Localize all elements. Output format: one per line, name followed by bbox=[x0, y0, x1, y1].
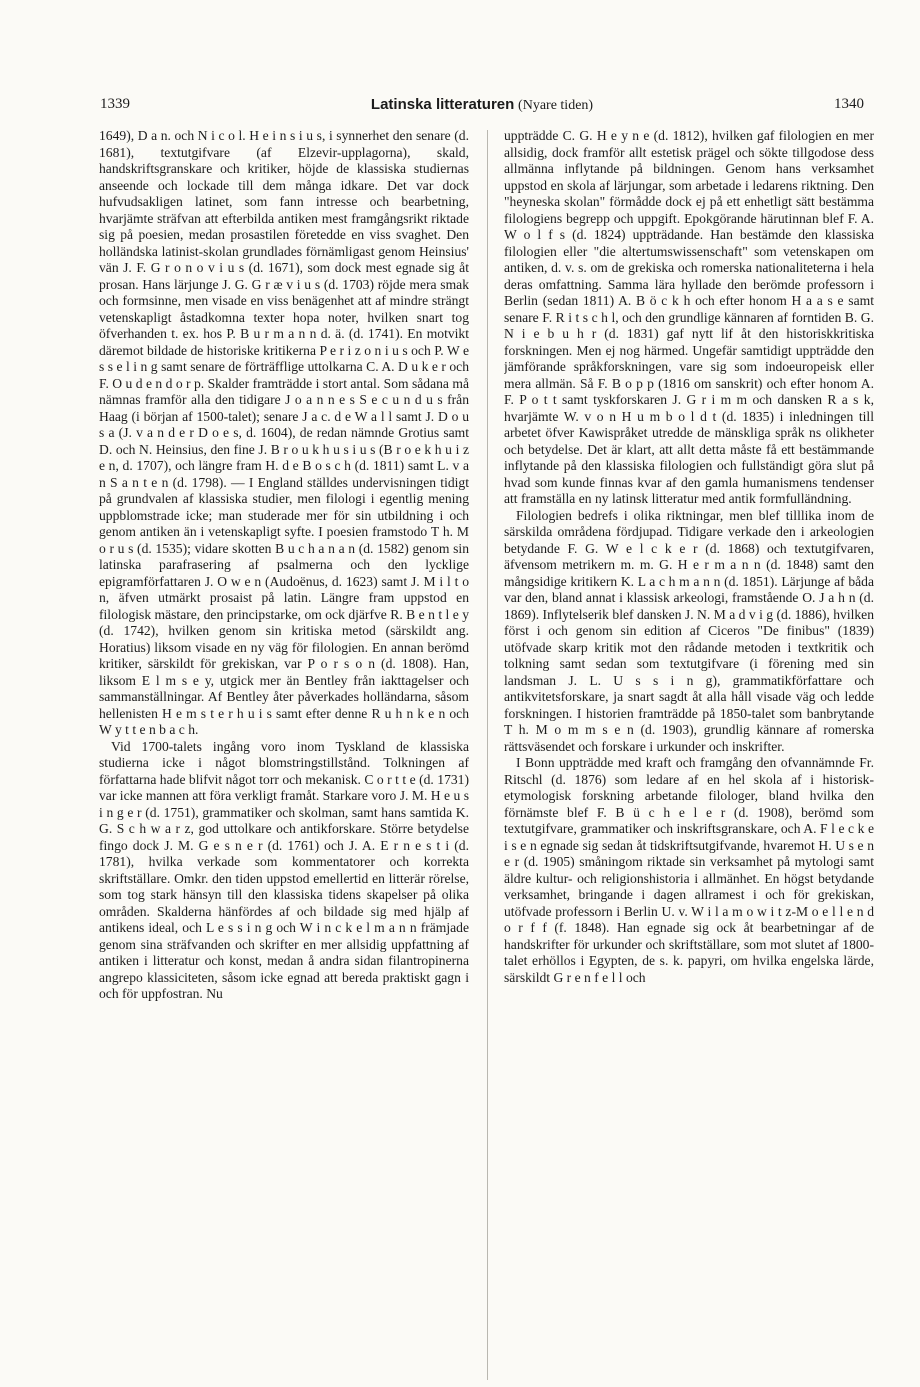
page-number-right: 1340 bbox=[834, 96, 864, 112]
paragraph: uppträdde C. G. H e y n e (d. 1812), hvilken gaf filologien en mer allsidig, dock framför allt estetisk prägel och sökte tillgodose dess allmänna inflytande på bildningen. Genom hans verksamhet uppstod en skola af lärjungar, som arbetade i ledarens riktning. Den "heyneska skolan" förmådde dock ej på ett enhetligt sätt bestämma filologiens begrepp och uppgift. Epokgörande härutinnan blef F. A. W o l f s (d. 1824) uppträdande. Han bestämde den klassiska filologien eller "die altertumswissenschaft" som vetenskapen om antiken, d. v. s. om de grekiska och romerska nationaliteterna i hela deras omfattning. Samma lära hyllade den berömde professorn i Berlin (sedan 1811) A. B ö c k h och efter honom H a a s e samt senare F. R i t s c h l, och den grundlige kännaren af forntiden B. G. N i e b u h r (d. 1831) gaf nytt lif åt den historiskkritiska forskningen. Men ej nog härmed. Ungefär samtidigt uppträdde den jämförande språkforskningen, vare sig som indoeuropeisk eller mera allmän. Så F. B o p p (1816 om sanskrit) och efter honom A. F. P o t t samt tyskforskaren J. G r i m m och dansken R a s k, hvarjämte W. v o n H u m b o l d t (d. 1835) i inledningen till arbetet öfver Kawispråket utredde de mänskliga språk ns olikheter och betydelse. Det är klart, att allt detta måste få ett bestämmande inflytande på den klassiska filologien och fullständigt göra slut på hvad som kunde finnas kvar af den gamla humanismens tendenser att framställa en ny latinsk litteratur med antik formfulländning. bbox=[504, 128, 874, 506]
paragraph: Filologien bedrefs i olika riktningar, men blef tilllika inom de särskilda områdena fördjupad. Tidigare verkade den i arkeologien betydande F. G. W e l c k e r (d. 1868) och textutgifvaren, äfvensom metrikern m. m. G. H e r m a n n (d. 1848) samt den mångsidige kritikern K. L a c h m a n n (d. 1851). Lärjunge af båda var den, bland annat i klassisk arkeologi, framstående O. J a h n (d. 1869). Inflytelserik blef dansken J. N. M a d v i g (d. 1886), hvilken först i och genom sin edition af Ciceros "De finibus" (1839) utöfvade skarp kritik mot den rådande metoden i textkritik och tolkning samt sedan som textutgifvare (i förening med sin landsman J. L. U s s i n g), grammatikförfattare och antikvitetsforskare, ja snart sagdt åt alla håll visade väg och ledde forskningen. I historien framträdde på 1850-talet som banbrytande T h. M o m m s e n (d. 1903), grundlig kännare af romerska rättsväsendet och forskare i urkunder och inskrifter. bbox=[504, 507, 874, 754]
paragraph: Vid 1700-talets ingång voro inom Tyskland de klassiska studierna icke i något blomstringstillstånd. Tolkningen af författarna hade blifvit något torr och mekanisk. C o r t t e (d. 1731) var icke mannen att föra verkligt framåt. Starkare voro J. M. H e u s i n g e r (d. 1751), grammatiker och skolman, samt hans samtida K. G. S c h w a r z, god uttolkare och antikforskare. Större betydelse fingo dock J. M. G e s n e r (d. 1761) och J. A. E r n e s t i (d. 1781), hvilka verkade som kommentatorer och korrekta skriftställare. Omkr. den tiden uppstod emellertid en litterär rörelse, som tog stark hänsyn till den klassiska tidens skapelser på olika områden. Skalderna hänfördes af och bildade sig med hjälp af antikens ideal, och L e s s i n g och W i n c k e l m a n n främjade genom sina sträfvanden och skrifter en mer allsidig uppfattning af antiken i litteratur och konst, medan å andra sidan filantropinerna angrepo klassiciteten, såsom icke egnad att bereda praktiskt gagn i och för uppfostran. Nu bbox=[99, 738, 469, 1001]
left-column bbox=[99, 128, 469, 1373]
right-column bbox=[504, 128, 874, 1373]
running-title-main: Latinska litteraturen bbox=[370, 96, 515, 113]
column-divider bbox=[487, 130, 488, 1380]
running-header bbox=[100, 96, 864, 122]
paragraph: I Bonn uppträdde med kraft och framgång den ofvannämnde Fr. Ritschl (d. 1876) som ledare af en hel skola af i historisk-etymologisk forskning arbetande filologer, bland hvilka den förnämste blef F. B ü c h e l e r (d. 1908), berömd som textutgifvare, grammatiker och inskriftsgranskare, och A. F l e c k e i s e n egnade sig sedan åt tidskriftsutgifvande, hvaremot H. U s e n e r (d. 1905) småningom riktade sin verksamhet på mytologi samt äldre kultur- och religionshistoria i allmänhet. En högst betydande verksamhet, bringande i dagen allramest i och för grekiskan, utöfvade professorn i Berlin U. v. W i l a m o w i t z-M o e l l e n d o r f f (f. 1848). Han egnade sig ock åt bearbetningar af de handskrifter för urkunder och skriftställare, som mot slutet af 1800-talet erhöllos i Egypten, de s. k. papyri, om hvilka engelska lärde, särskildt G r e n f e l l och bbox=[504, 755, 874, 985]
running-title bbox=[100, 96, 864, 114]
running-title-sub: (Nyare tiden) bbox=[518, 98, 594, 113]
page-number-left: 1339 bbox=[100, 96, 130, 112]
paragraph: 1649), D a n. och N i c o l. H e i n s i u s, i synnerhet den senare (d. 1681), textutgifvare (af Elzevir-upplagorna), skald, handskriftsgranskare och kritiker, höjde de klassiska studiernas anseende och lockade till dem många idkare. Det var dock hufvudsakligen latinet, som fann intresse och bearbetning, hvarjämte sträfvan att efterbilda antiken mest framgångsrikt riktade sig på poesien, medan prosastilen företedde en viss svaghet. Den holländska latinist-skolan grundlades förnämligast genom Heinsius' vän J. F. G r o n o v i u s (d. 1671), som dock mest egnade sig åt prosan. Hans lärjunge J. G. G r æ v i u s (d. 1703) röjde mera smak och formsinne, men visade en viss benägenhet att af mindre strängt vetenskapligt åstadkomna texter hopa noter, hvilken snart tog öfverhanden t. ex. hos P. B u r m a n n d. ä. (d. 1741). En motvikt däremot bildade de historiske kritikerna P e r i z o n i u s och P. W e s s e l i n g samt senare de förträfflige uttolkarna C. A. D u k e r och F. O u d e n d o r p. Skalder framträdde i stort antal. Som sådana må nämnas framför alla den tidigare J o a n n e s S e c u n d u s från Haag (i början af 1500-talet); senare J a c. d e W a l l samt J. D o u s a (J. v a n d e r D o e s, d. 1604), de redan nämnde Grotius samt D. och N. Heinsius, den fine J. B r o u k h u s i u s (B r o e k h u i z e n, d. 1707), och längre fram H. d e B o s c h (d. 1811) samt L. v a n S a n t e n (d. 1798). — I England ställdes undervisningen tidigt på grundvalen af klassiska studier, men filologi i egentlig mening uppblomstrade icke; man studerade mer för sin utbildning i och genom antiken än i vetenskapligt syfte. I poesien framstodo T h. M o r u s (d. 1535); vidare skotten B u c h a n a n (d. 1582) genom sin latinska parafrasering af psalmerna och den lycklige epigramförfattaren J. O w e n (Audoënus, d. 1623) samt J. M i l t o n, äfven utmärkt prosaist på latin. Längre fram uppstod en filologisk mästare, den principstarke, om ock djärfve R. B e n t l e y (d. 1742), hvilken genom sin kritiska metod (särskildt ang. Horatius) liksom visade en ny väg för filologien. En annan berömd kritiker, särskildt för grekiskan, var P o r s o n (d. 1808). Han, liksom E l m s e y, utgick mer än Bentley från iakttagelser och sammanställningar. Af Bentley åter påverkades holländarna, såsom hellenisten H e m s t e r h u i s samt efter denne R u h n k e n och W y t t e n b a c h. bbox=[99, 128, 469, 737]
